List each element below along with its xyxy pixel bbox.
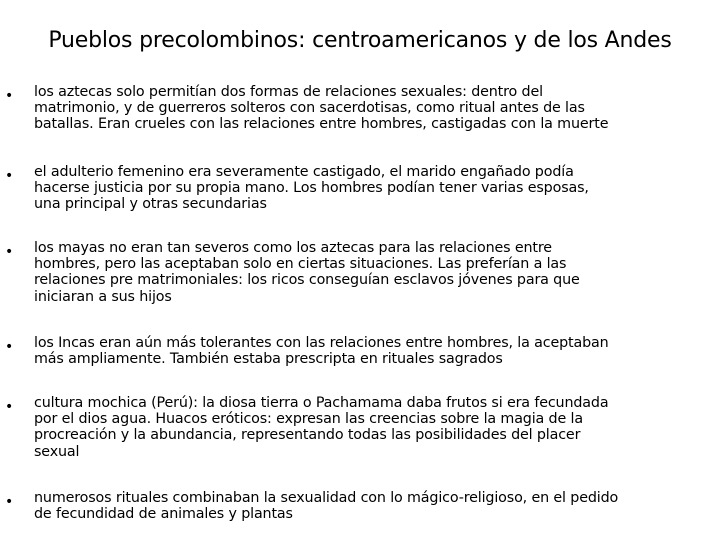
bullet-text bbox=[34, 84, 714, 133]
bullet-line: matrimonio, y de guerreros solteros con sacerdotisas, como ritual antes de las bbox=[34, 100, 585, 117]
bullet-text bbox=[34, 335, 714, 367]
bullet-line: hacerse justicia por su propia mano. Los hombres podían tener varias esposas, bbox=[34, 180, 589, 197]
bullet-line: numerosos rituales combinaban la sexualidad con lo mágico-religioso, en el pedido bbox=[34, 490, 619, 506]
bullet-line: los mayas no eran tan severos como los aztecas para las relaciones entre bbox=[34, 240, 552, 256]
bullet-line: una principal y otras secundarias bbox=[34, 196, 267, 213]
bullet-text bbox=[34, 240, 714, 305]
bullet-line: relaciones pre matrimoniales: los ricos conseguían esclavos jóvenes para que bbox=[34, 272, 580, 289]
bullet-line: el adulterio femenino era severamente castigado, el marido engañado podía bbox=[34, 164, 574, 180]
bullet-line: los Incas eran aún más tolerantes con las relaciones entre hombres, la aceptaban bbox=[34, 335, 609, 351]
bullet-dot-icon: • bbox=[5, 244, 14, 260]
bullet-line: sexual bbox=[34, 443, 80, 460]
slide-title: Pueblos precolombinos: centroamericanos y de los Andes bbox=[48, 28, 672, 53]
bullet-dot-icon: • bbox=[5, 399, 14, 415]
bullet-text bbox=[34, 490, 714, 522]
bullet-text bbox=[34, 395, 714, 460]
bullet-line: por el dios agua. Huacos eróticos: expresan las creencias sobre la magia de la bbox=[34, 411, 583, 428]
bullet-text bbox=[34, 164, 714, 213]
bullet-line: batallas. Eran crueles con las relaciones entre hombres, castigadas con la muerte bbox=[34, 116, 609, 133]
bullet-line: hombres, pero las aceptaban solo en ciertas situaciones. Las preferían a las bbox=[34, 256, 567, 273]
bullet-line: procreación y la abundancia, representando todas las posibilidades del placer bbox=[34, 427, 581, 444]
bullet-dot-icon: • bbox=[5, 339, 14, 355]
bullet-dot-icon: • bbox=[5, 494, 14, 510]
bullet-line: los aztecas solo permitían dos formas de relaciones sexuales: dentro del bbox=[34, 84, 543, 100]
bullet-line: de fecundidad de animales y plantas bbox=[34, 506, 293, 523]
bullet-line: iniciaran a sus hijos bbox=[34, 288, 172, 305]
bullet-dot-icon: • bbox=[5, 88, 14, 104]
bullet-line: cultura mochica (Perú): la diosa tierra o Pachamama daba frutos si era fecundada bbox=[34, 395, 609, 411]
bullet-line: más ampliamente. También estaba prescripta en rituales sagrados bbox=[34, 351, 503, 368]
bullet-dot-icon: • bbox=[5, 168, 14, 184]
